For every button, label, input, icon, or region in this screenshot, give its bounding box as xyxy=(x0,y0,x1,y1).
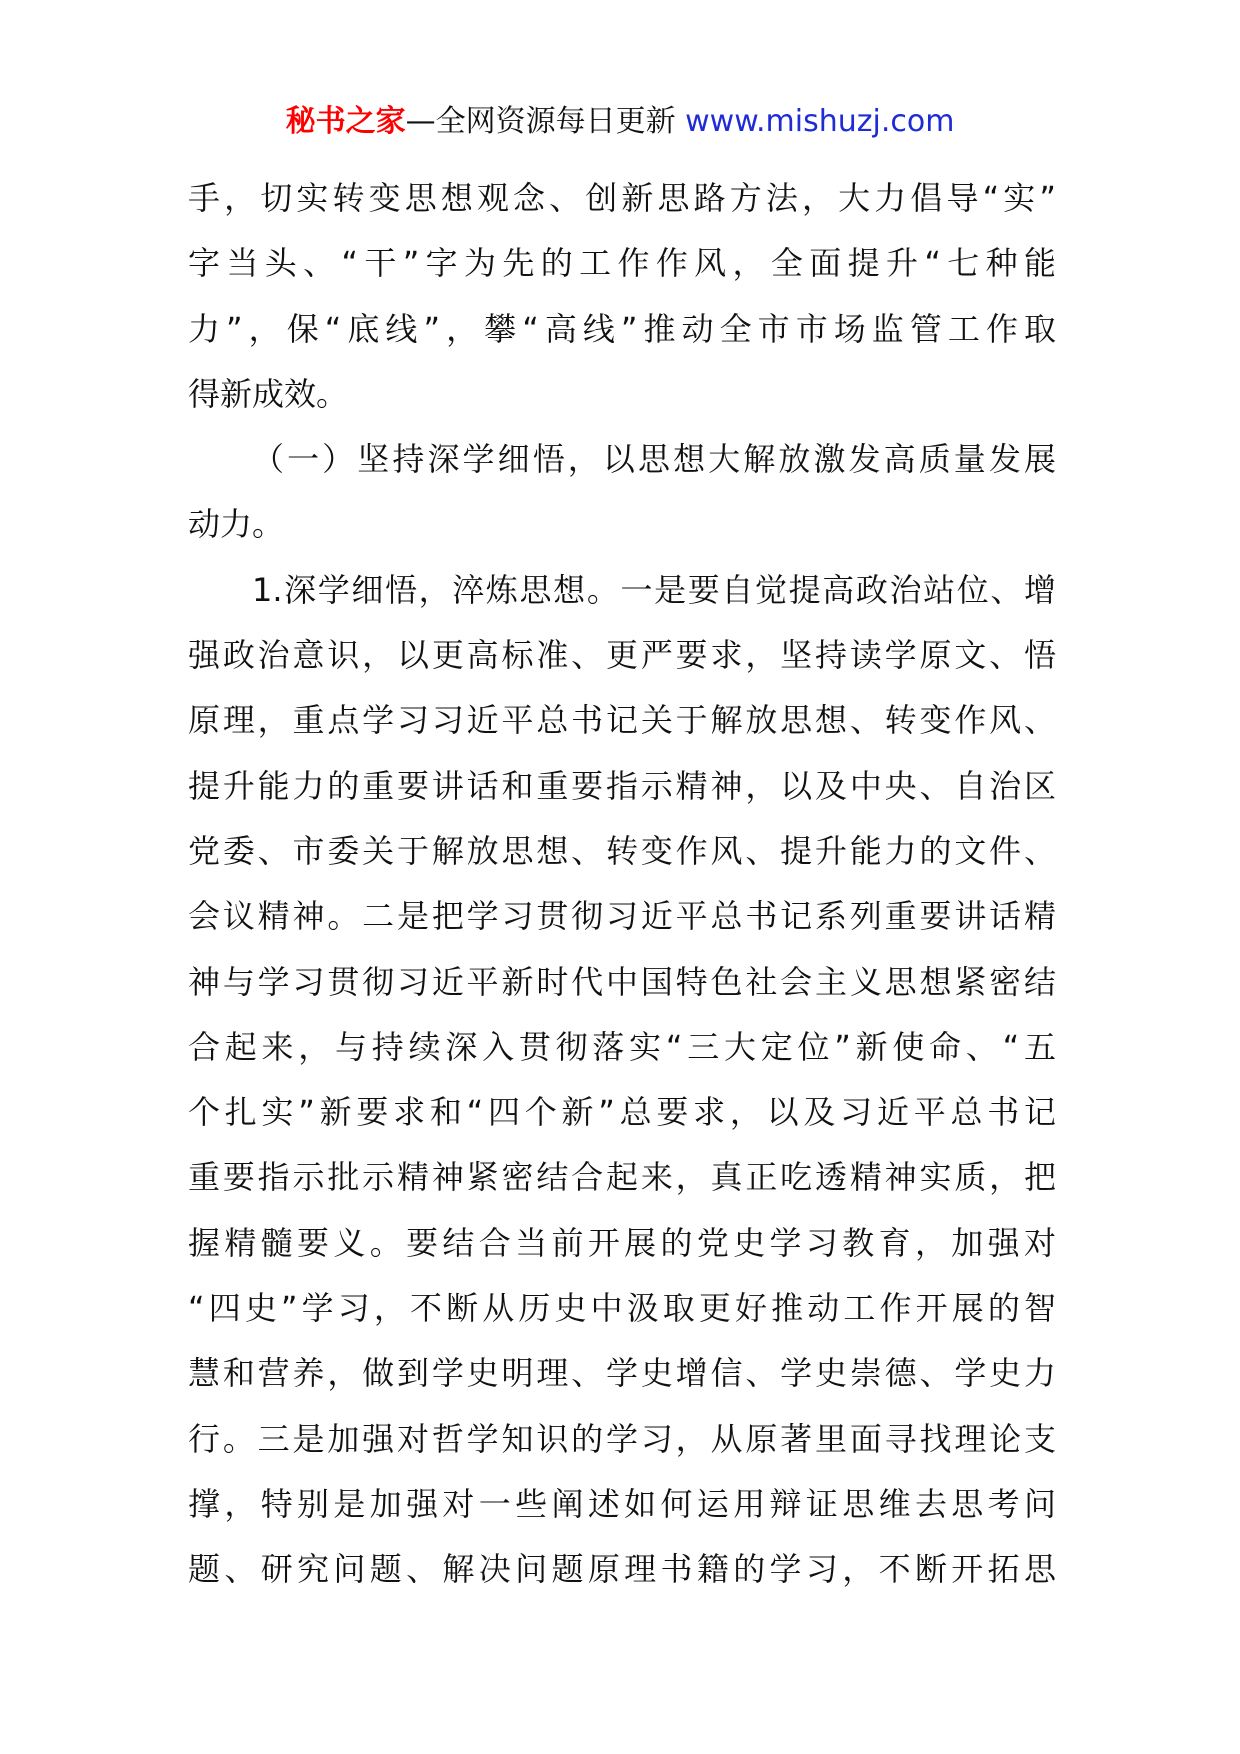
body-line: 重要指示批示精神紧密结合起来，真正吃透精神实质，把 xyxy=(188,1158,1056,1197)
body-line: 党委、市委关于解放思想、转变作风、提升能力的文件、 xyxy=(188,831,1056,870)
body-line: 字当头、“干”字为先的工作作风，全面提升“七种能 xyxy=(188,244,1056,283)
header-tagline: —全网资源每日更新 xyxy=(405,104,686,139)
body-line: 1.深学细悟，淬炼思想。一是要自觉提高政治站位、增 xyxy=(252,570,1056,609)
body-line: 行。三是加强对哲学知识的学习，从原著里面寻找理论支 xyxy=(188,1419,1056,1458)
body-line: 题、研究问题、解决问题原理书籍的学习，不断开拓思 xyxy=(188,1550,1056,1589)
website-link[interactable]: www.mishuzj.com xyxy=(685,104,955,139)
body-line: 手，切实转变思想观念、创新思路方法，大力倡导“实” xyxy=(188,179,1056,217)
body-line: 提升能力的重要讲话和重要指示精神，以及中央、自治区 xyxy=(188,766,1056,805)
body-line: 会议精神。二是把学习贯彻习近平总书记系列重要讲话精 xyxy=(188,897,1056,936)
page-header xyxy=(0,100,1240,144)
body-line: 握精髓要义。要结合当前开展的党史学习教育，加强对 xyxy=(188,1223,1056,1262)
body-line: 个扎实”新要求和“四个新”总要求，以及习近平总书记 xyxy=(188,1093,1056,1132)
section-heading-line: 动力。 xyxy=(188,505,285,544)
body-line: 神与学习贯彻习近平新时代中国特色社会主义思想紧密结 xyxy=(188,962,1056,1001)
brand-name: 秘书之家 xyxy=(285,104,406,139)
section-heading-line: （一）坚持深学细悟，以思想大解放激发高质量发展 xyxy=(252,440,1056,479)
document-body xyxy=(188,166,1056,1603)
body-line: 强政治意识，以更高标准、更严要求，坚持读学原文、悟 xyxy=(188,636,1056,675)
body-line: “四史”学习，不断从历史中汲取更好推动工作开展的智 xyxy=(188,1289,1056,1328)
body-line: 合起来，与持续深入贯彻落实“三大定位”新使命、“五 xyxy=(188,1027,1056,1066)
body-line: 力”，保“底线”，攀“高线”推动全市市场监管工作取 xyxy=(188,309,1056,348)
body-line: 得新成效。 xyxy=(188,374,349,413)
body-line: 撑，特别是加强对一些阐述如何运用辩证思维去思考问 xyxy=(188,1484,1056,1523)
body-line: 慧和营养，做到学史明理、学史增信、学史崇德、学史力 xyxy=(188,1354,1056,1393)
body-line: 原理，重点学习习近平总书记关于解放思想、转变作风、 xyxy=(188,701,1056,740)
